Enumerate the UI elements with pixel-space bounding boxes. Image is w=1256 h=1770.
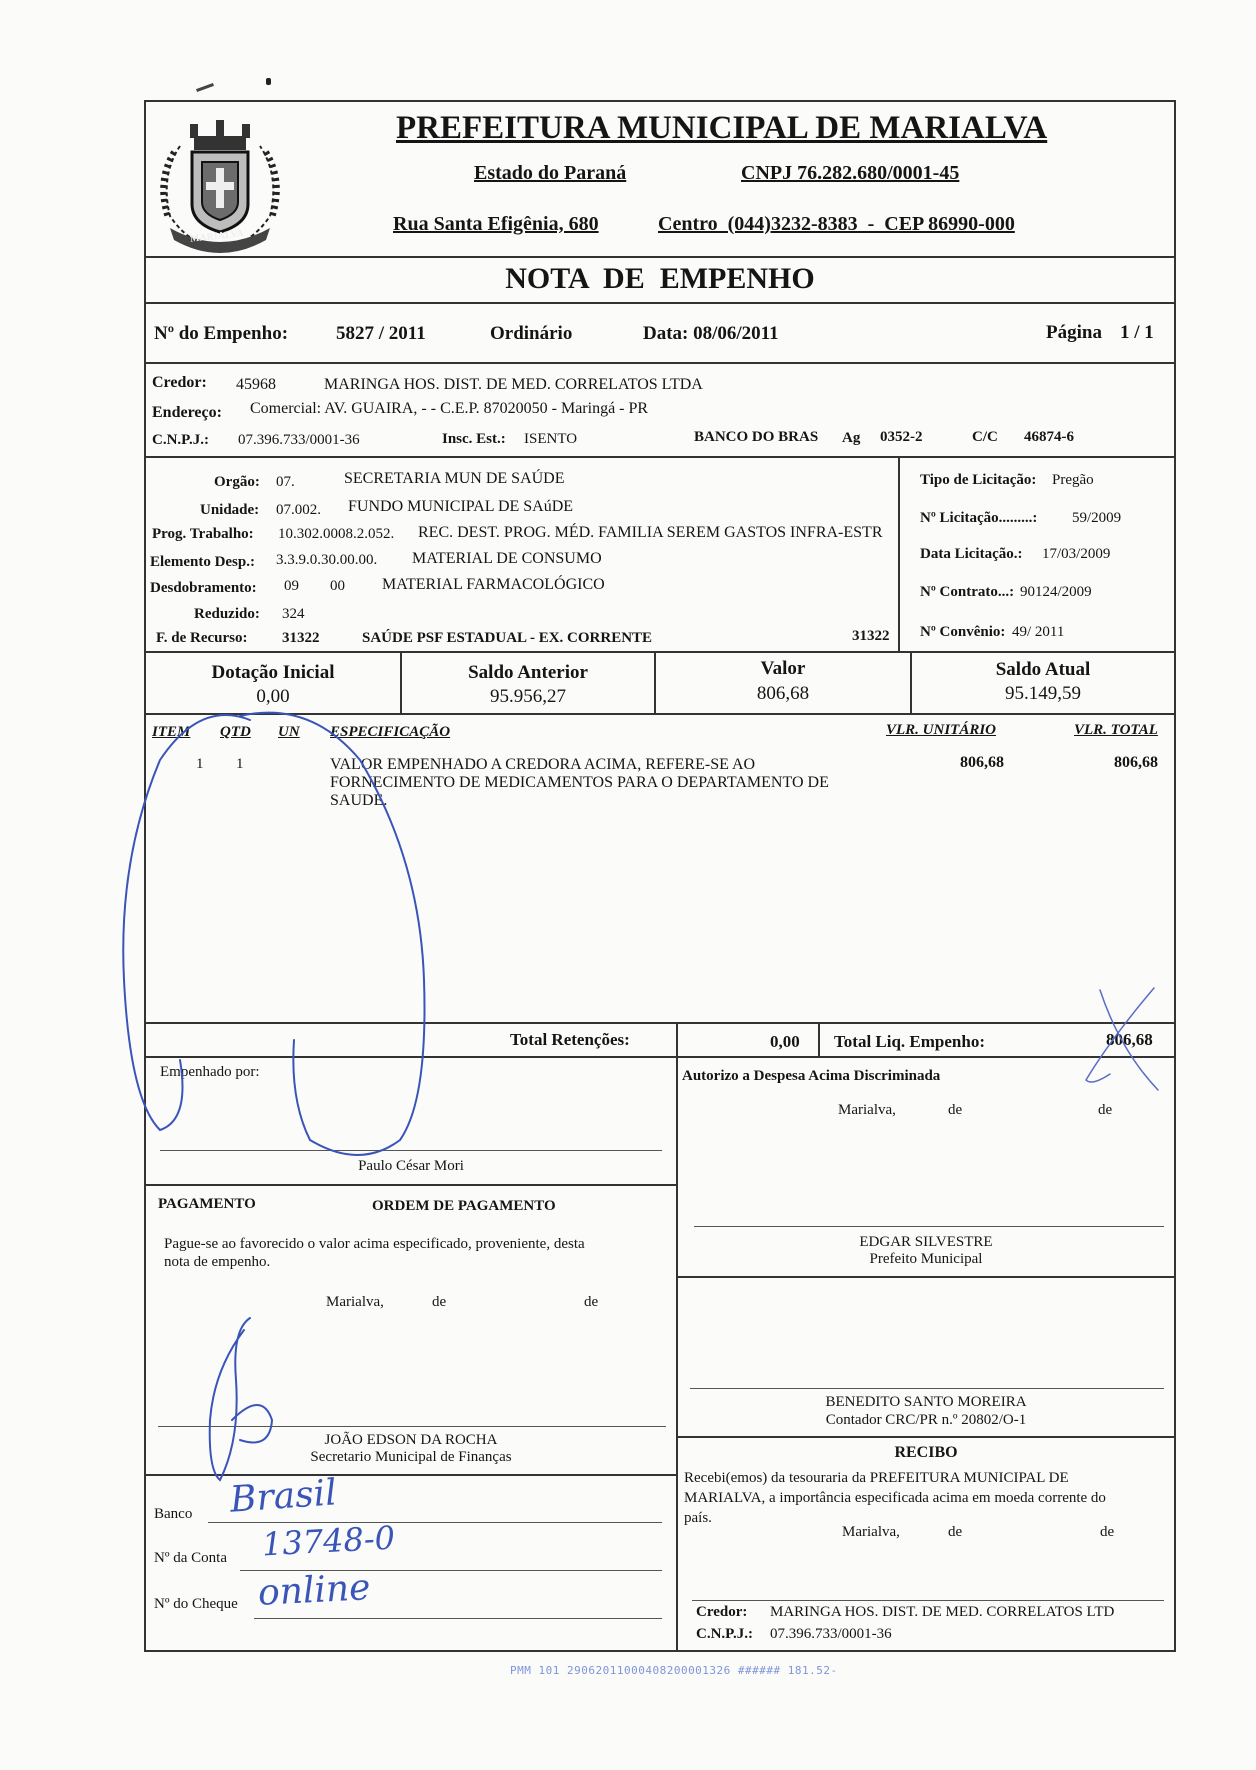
- autorizo-title: Autorizo a Despesa Acima Discriminada: [682, 1068, 941, 1084]
- pagamento-de-2: de: [584, 1294, 599, 1310]
- elemento-label: Elemento Desp.:: [150, 554, 255, 570]
- recibo-de-2: de: [1100, 1524, 1115, 1540]
- pagamento-place: Marialva,: [326, 1294, 384, 1310]
- item-spec-line: FORNECIMENTO DE MEDICAMENTOS PARA O DEPARTAMENTO DE: [330, 774, 829, 791]
- retencoes-value: 0,00: [770, 1032, 800, 1051]
- item-spec-line: SAUDE.: [330, 792, 388, 809]
- liq-empenho-label: Total Liq. Empenho:: [834, 1032, 985, 1051]
- prefeito-role: Prefeito Municipal: [869, 1251, 983, 1267]
- empenho-type: Ordinário: [490, 323, 573, 344]
- item-spec-line: VALOR EMPENHADO A CREDORA ACIMA, REFERE-SE AO: [330, 756, 756, 773]
- recurso-name: SAÚDE PSF ESTADUAL - EX. CORRENTE: [362, 630, 653, 646]
- desdobramento-label: Desdobramento:: [150, 580, 257, 596]
- desdobramento-code-b: 00: [330, 578, 345, 594]
- col-un-header: UN: [278, 724, 300, 740]
- credor-address: Comercial: AV. GUAIRA, - - C.E.P. 87020050 - Maringá - PR: [250, 400, 649, 417]
- recibo-text-line: MARIALVA, a importância especificada acima em moeda corrente do: [684, 1490, 1106, 1506]
- pagamento-text-line: nota de empenho.: [164, 1254, 271, 1270]
- conta-handwritten: 13748-0: [261, 1518, 396, 1564]
- credor-label: Credor:: [152, 374, 207, 391]
- signature-stroke: [123, 715, 250, 1130]
- signature-stroke: [210, 1318, 250, 1480]
- account-label: C/C: [972, 429, 998, 445]
- contrato-number: 90124/2009: [1020, 584, 1092, 600]
- document-title: NOTA DE EMPENHO: [505, 262, 815, 295]
- retencoes-label: Total Retenções:: [510, 1030, 630, 1049]
- credor-cnpj: 07.396.733/0001-36: [238, 432, 360, 448]
- saldo-atual-label: Saldo Atual: [995, 659, 1091, 680]
- processing-stamp: PMM 101 29062011000408200001326 ###### 181.52-: [510, 1664, 838, 1677]
- licitacao-date-label: Data Licitação.:: [920, 546, 1023, 562]
- cnpj-label: C.N.P.J.:: [152, 432, 209, 448]
- empenhado-label: Empenhado por:: [160, 1064, 260, 1080]
- valor-label: Valor: [760, 658, 806, 679]
- insc-value: ISENTO: [524, 431, 578, 447]
- unidade-label: Unidade:: [200, 502, 260, 518]
- item-number: 1: [196, 756, 204, 772]
- agency-number: 0352-2: [880, 429, 923, 445]
- contrato-label: Nº Contrato...:: [920, 584, 1015, 600]
- page-label: Página: [1046, 322, 1102, 343]
- recibo-cnpj-label: C.N.P.J.:: [696, 1626, 753, 1642]
- address-street: Rua Santa Efigênia, 680: [393, 213, 599, 235]
- recibo-text-line: país.: [684, 1510, 712, 1526]
- col-spec-header: ESPECIFICAÇÃO: [330, 724, 451, 740]
- empenho-number-label: Nº do Empenho:: [154, 323, 289, 344]
- credor-name: MARINGA HOS. DIST. DE MED. CORRELATOS LTDA: [324, 376, 703, 393]
- col-qtd-header: QTD: [220, 724, 251, 740]
- orgao-label: Orgão:: [214, 474, 260, 490]
- pagamento-text-line: Pague-se ao favorecido o valor acima especificado, proveniente, desta: [164, 1236, 585, 1252]
- recibo-text-line: Recebi(emos) da tesouraria da PREFEITURA MUNICIPAL DE: [684, 1470, 1069, 1486]
- recurso-code-2: 31322: [852, 628, 890, 644]
- autorizo-de-2: de: [1098, 1102, 1113, 1118]
- dotacao-label: Dotação Inicial: [211, 662, 335, 683]
- desdobramento-code-a: 09: [284, 578, 299, 594]
- state-name: Estado do Paraná: [474, 162, 627, 184]
- pagamento-label: PAGAMENTO: [158, 1196, 256, 1212]
- empenhado-name: Paulo César Mori: [358, 1158, 464, 1174]
- agency-label: Ag: [842, 430, 861, 446]
- convenio-label: Nº Convênio:: [920, 624, 1006, 640]
- recibo-credor-name: MARINGA HOS. DIST. DE MED. CORRELATOS LTD: [770, 1604, 1115, 1620]
- item-total-value: 806,68: [1114, 754, 1158, 771]
- prefeito-name: EDGAR SILVESTRE: [859, 1234, 993, 1250]
- liq-empenho-value: 806,68: [1106, 1030, 1153, 1049]
- recurso-label: F. de Recurso:: [156, 630, 248, 646]
- item-qtd: 1: [236, 756, 244, 772]
- recibo-cnpj: 07.396.733/0001-36: [770, 1626, 892, 1642]
- unidade-name: FUNDO MUNICIPAL DE SAúDE: [348, 498, 574, 515]
- banco-handwritten: Brasil: [228, 1472, 338, 1521]
- cheque-handwritten: online: [257, 1567, 372, 1614]
- licitacao-type: Pregão: [1052, 472, 1094, 488]
- licitacao-date: 17/03/2009: [1042, 546, 1111, 562]
- elemento-code: 3.3.9.0.30.00.00.: [276, 552, 378, 568]
- autorizo-place: Marialva,: [838, 1102, 896, 1118]
- insc-label: Insc. Est.:: [442, 431, 506, 447]
- reduzido-label: Reduzido:: [194, 606, 260, 622]
- dotacao-value: 0,00: [256, 686, 290, 707]
- page-number: 1 / 1: [1120, 322, 1154, 343]
- col-total-header: VLR. TOTAL: [1074, 722, 1158, 738]
- pagamento-de-1: de: [432, 1294, 447, 1310]
- col-item-header: ITEM: [152, 724, 191, 740]
- bank-name: BANCO DO BRAS: [694, 429, 819, 445]
- unidade-code: 07.002.: [276, 502, 321, 518]
- empenho-date: Data: 08/06/2011: [643, 323, 779, 344]
- elemento-name: MATERIAL DE CONSUMO: [412, 550, 602, 567]
- saldo-atual-value: 95.149,59: [1005, 683, 1081, 704]
- cheque-label: Nº do Cheque: [154, 1596, 238, 1612]
- empenho-number: 5827 / 2011: [336, 323, 426, 344]
- licitacao-number-label: Nº Licitação.........:: [920, 510, 1038, 526]
- recibo-title: RECIBO: [894, 1444, 958, 1461]
- banco-label: Banco: [154, 1506, 193, 1522]
- secretario-role: Secretario Municipal de Finanças: [310, 1449, 512, 1465]
- address-contact: Centro (044)3232-8383 - CEP 86990-000: [658, 213, 1015, 235]
- recurso-code: 31322: [282, 630, 320, 646]
- conta-label: Nº da Conta: [154, 1550, 227, 1566]
- col-unit-header: VLR. UNITÁRIO: [886, 722, 997, 738]
- licitacao-type-label: Tipo de Licitação:: [920, 472, 1037, 488]
- endereco-label: Endereço:: [152, 404, 222, 421]
- recibo-place: Marialva,: [842, 1524, 900, 1540]
- city-hall-title: PREFEITURA MUNICIPAL DE MARIALVA: [396, 110, 1048, 146]
- saldo-anterior-label: Saldo Anterior: [468, 662, 588, 683]
- crest-banner-text: MARIALVA: [189, 228, 245, 245]
- convenio-number: 49/ 2011: [1012, 624, 1065, 640]
- valor-value: 806,68: [756, 683, 810, 704]
- cnpj-header: CNPJ 76.282.680/0001-45: [741, 162, 960, 184]
- prog-trabalho-name: REC. DEST. PROG. MÉD. FAMILIA SEREM GASTOS INFRA-ESTR: [418, 524, 883, 541]
- prog-trabalho-code: 10.302.0008.2.052.: [278, 526, 395, 542]
- prog-trabalho-label: Prog. Trabalho:: [152, 526, 254, 542]
- autorizo-de-1: de: [948, 1102, 963, 1118]
- orgao-name: SECRETARIA MUN DE SAÚDE: [344, 470, 565, 487]
- contador-role: Contador CRC/PR n.º 20802/O-1: [825, 1412, 1027, 1428]
- signature-stroke: [240, 713, 425, 1155]
- account-number: 46874-6: [1024, 429, 1074, 445]
- item-unit-value: 806,68: [960, 754, 1004, 771]
- licitacao-number: 59/2009: [1072, 510, 1122, 526]
- signature-stroke: [232, 1405, 272, 1443]
- ordem-pagamento-title: ORDEM DE PAGAMENTO: [372, 1198, 556, 1214]
- recibo-credor-label: Credor:: [696, 1604, 748, 1620]
- orgao-code: 07.: [276, 474, 295, 490]
- desdobramento-name: MATERIAL FARMACOLÓGICO: [382, 576, 605, 593]
- check-mark-stroke: [1086, 988, 1154, 1082]
- recibo-de-1: de: [948, 1524, 963, 1540]
- credor-code: 45968: [236, 376, 276, 393]
- contador-name: BENEDITO SANTO MOREIRA: [825, 1394, 1027, 1410]
- reduzido-value: 324: [282, 606, 305, 622]
- saldo-anterior-value: 95.956,27: [490, 686, 566, 707]
- secretario-name: JOÃO EDSON DA ROCHA: [324, 1432, 498, 1448]
